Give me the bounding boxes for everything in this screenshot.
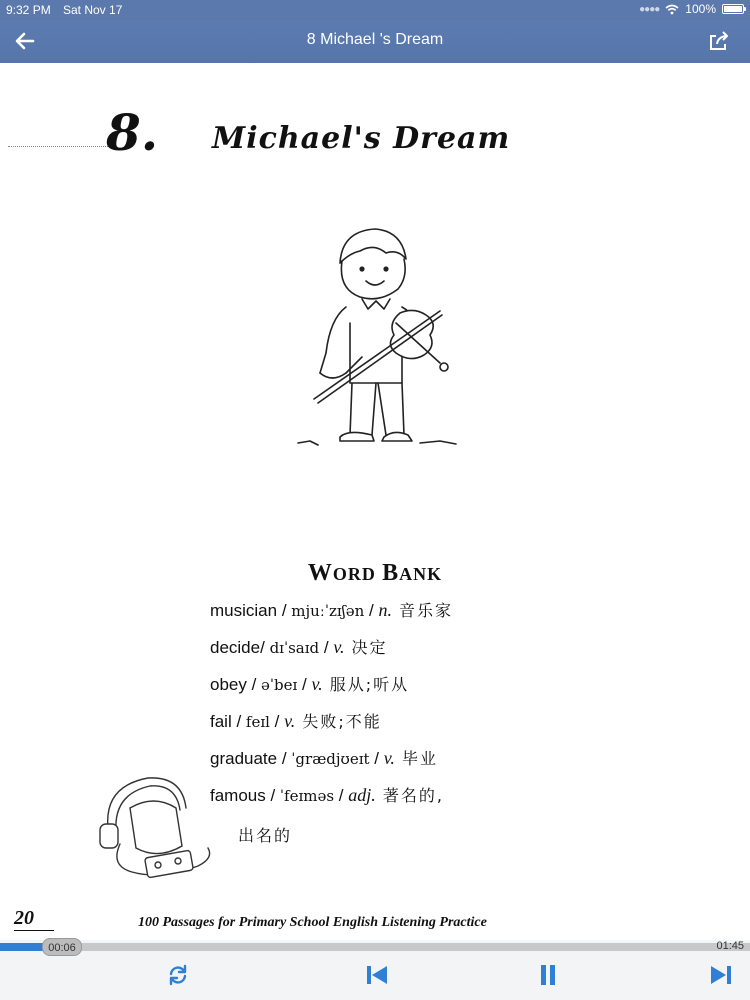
status-time: 9:32 PM (6, 3, 51, 17)
phonetic: əˈbeɪ (261, 676, 298, 694)
separator: / (265, 786, 280, 805)
chapter-number: 8. (106, 103, 159, 162)
word: musician (210, 601, 278, 620)
word-entry (210, 746, 630, 783)
status-date: Sat Nov 17 (63, 3, 123, 17)
separator: / (277, 601, 292, 620)
separator: / (334, 786, 349, 805)
status-right (639, 2, 744, 16)
part-of-speech: v. (284, 711, 296, 731)
part-of-speech: v. (311, 674, 323, 694)
skip-next-icon[interactable] (706, 962, 736, 988)
word-entry (210, 709, 630, 746)
headphones-cassette-icon (90, 768, 220, 883)
pause-icon[interactable] (533, 962, 563, 988)
word: graduate (210, 749, 278, 768)
meaning: 毕业 (394, 749, 438, 768)
duration-label: 01:45 (716, 940, 744, 952)
share-icon[interactable] (706, 28, 732, 54)
meaning: 服从;听从 (322, 675, 410, 694)
heading-letters: ORD (332, 564, 376, 584)
phonetic: mjuːˈzɪʃən (291, 602, 365, 620)
heading-letter: B (382, 560, 400, 586)
phonetic: ˈfeɪməs (279, 787, 335, 805)
separator: / (231, 712, 246, 731)
progress-track[interactable] (0, 943, 750, 951)
phonetic: ˈgrædjʊeɪt (291, 750, 370, 768)
part-of-speech: adj. (348, 785, 376, 805)
word-entry (210, 783, 630, 820)
word: decide (210, 638, 261, 657)
signal-icon: ●●●● (639, 3, 660, 15)
separator: / (269, 712, 285, 731)
meaning: 著名的, (375, 786, 444, 805)
progress-fill (0, 943, 43, 951)
chapter-title: Michael's Dream (212, 121, 511, 156)
word: fail (210, 712, 232, 731)
separator: / (297, 675, 312, 694)
boy-violin-illustration (290, 223, 470, 453)
word-bank-list (210, 598, 630, 820)
word-entry (210, 672, 630, 709)
separator: / (246, 675, 262, 694)
battery-icon (722, 4, 744, 14)
battery-percent: 100% (685, 2, 716, 16)
separator: / (319, 638, 334, 657)
nav-title: 8 Michael 's Dream (306, 31, 444, 48)
progress-thumb-elapsed[interactable]: 00:06 (42, 938, 82, 956)
part-of-speech: v. (383, 748, 395, 768)
heading-letter: W (307, 560, 333, 586)
book-footer: 100 Passages for Primary School English Listening Practice (138, 915, 487, 930)
part-of-speech: n. (378, 600, 392, 620)
phonetic: dɪˈsaɪd (269, 639, 320, 657)
word: famous (210, 786, 266, 805)
part-of-speech: v. (333, 637, 345, 657)
meaning-continuation: 出名的 (238, 826, 293, 845)
repeat-icon[interactable] (163, 962, 193, 988)
word-entry (210, 598, 630, 635)
book-page (0, 63, 750, 940)
separator: / (369, 749, 384, 768)
phonetic: feɪl (245, 713, 270, 731)
word-entry (210, 635, 630, 672)
word-bank-heading (0, 560, 750, 587)
status-bar (0, 0, 750, 20)
decorative-line (8, 146, 108, 147)
separator: / (277, 749, 292, 768)
page-number: 20 (14, 907, 54, 931)
audio-player (0, 940, 750, 1000)
skip-previous-icon[interactable] (362, 962, 392, 988)
heading-letters: ANK (399, 564, 443, 584)
meaning: 音乐家 (391, 601, 454, 620)
word: obey (210, 675, 247, 694)
meaning: 决定 (344, 638, 388, 657)
separator: / (260, 638, 270, 657)
meaning: 失败;不能 (295, 712, 382, 731)
wifi-icon (665, 4, 679, 15)
separator: / (364, 601, 379, 620)
nav-bar (0, 20, 750, 63)
